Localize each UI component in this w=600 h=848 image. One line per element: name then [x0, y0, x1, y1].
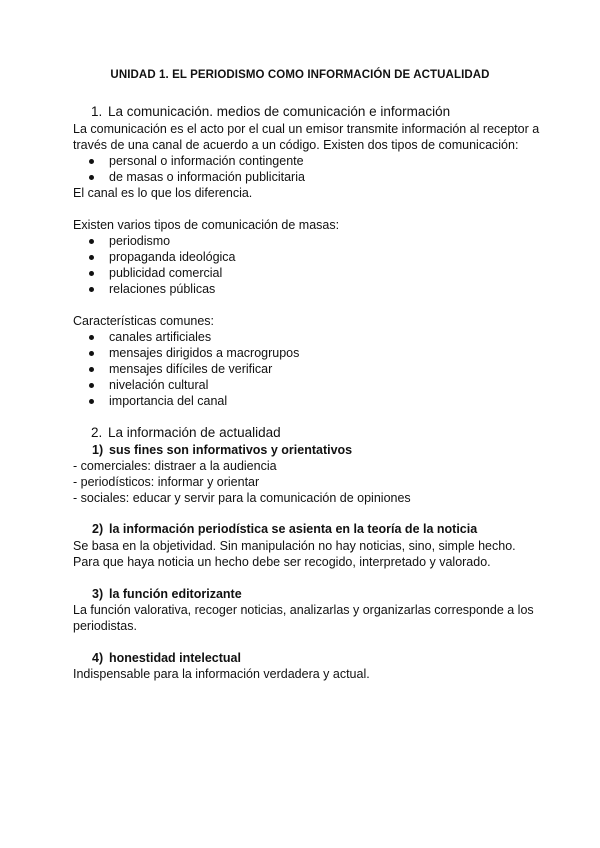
- caract-intro: Características comunes:: [73, 314, 215, 328]
- list-item: relaciones públicas: [0, 281, 236, 297]
- bullet-icon: [89, 159, 94, 164]
- communication-types-list: [0, 153, 305, 185]
- sub1-line-2: - periodísticos: informar y orientar: [73, 475, 260, 489]
- bullet-icon: [89, 175, 94, 180]
- bullet-icon: [89, 271, 94, 276]
- section-2-number: 2.: [91, 425, 103, 440]
- list-item: personal o información contingente: [0, 153, 305, 169]
- section-1-heading-text: La comunicación. medios de comunicación e información: [108, 104, 451, 119]
- masas-intro: Existen varios tipos de comunicación de masas:: [73, 218, 340, 232]
- section-1-number: 1.: [91, 104, 103, 119]
- bullet-icon: [89, 335, 94, 340]
- list-item: propaganda ideológica: [0, 249, 236, 265]
- list-item: canales artificiales: [0, 329, 299, 345]
- canal-note: El canal es lo que los diferencia.: [73, 186, 253, 200]
- section-2-heading: [91, 424, 281, 442]
- section-2-heading-text: La información de actualidad: [108, 425, 281, 440]
- sub1-line-3: - sociales: educar y servir para la comunicación de opiniones: [73, 491, 411, 505]
- list-item: de masas o información publicitaria: [0, 169, 305, 185]
- masas-types-list: [0, 233, 236, 297]
- section-1-heading: [91, 103, 450, 121]
- document-title: UNIDAD 1. EL PERIODISMO COMO INFORMACIÓN DE ACTUALIDAD: [110, 69, 490, 81]
- list-item: mensajes difíciles de verificar: [0, 361, 299, 377]
- sub1-line-1: - comerciales: distraer a la audiencia: [73, 459, 277, 473]
- list-item: nivelación cultural: [0, 377, 299, 393]
- subsection-4-heading: 4) honestidad intelectual: [92, 651, 241, 665]
- bullet-icon: [89, 383, 94, 388]
- subsection-3-heading: 3) la función editorizante: [92, 587, 242, 601]
- intro-line-1: La comunicación es el acto por el cual un emisor transmite información al receptor a: [73, 122, 540, 136]
- intro-line-2: través de una canal de acuerdo a un código. Existen dos tipos de comunicación:: [73, 138, 519, 152]
- sub3-line-1: La función valorativa, recoger noticias, analizarlas y organizarlas corresponde a los: [73, 603, 534, 617]
- bullet-icon: [89, 239, 94, 244]
- bullet-icon: [89, 367, 94, 372]
- sub2-line-2: Para que haya noticia un hecho debe ser recogido, interpretado y valorado.: [73, 555, 491, 569]
- bullet-icon: [89, 399, 94, 404]
- list-item: publicidad comercial: [0, 265, 236, 281]
- bullet-icon: [89, 287, 94, 292]
- list-item: importancia del canal: [0, 393, 299, 409]
- subsection-2-heading: 2) la información periodística se asienta en la teoría de la noticia: [92, 522, 478, 536]
- list-item: periodismo: [0, 233, 236, 249]
- bullet-icon: [89, 255, 94, 260]
- sub3-line-2: periodistas.: [73, 619, 137, 633]
- sub4-line-1: Indispensable para la información verdadera y actual.: [73, 667, 370, 681]
- bullet-icon: [89, 351, 94, 356]
- sub2-line-1: Se basa en la objetividad. Sin manipulación no hay noticias, sino, simple hecho.: [73, 539, 516, 553]
- subsection-1-heading: 1) sus fines son informativos y orientativos: [92, 443, 353, 457]
- list-item: mensajes dirigidos a macrogrupos: [0, 345, 299, 361]
- caract-list: [0, 329, 299, 409]
